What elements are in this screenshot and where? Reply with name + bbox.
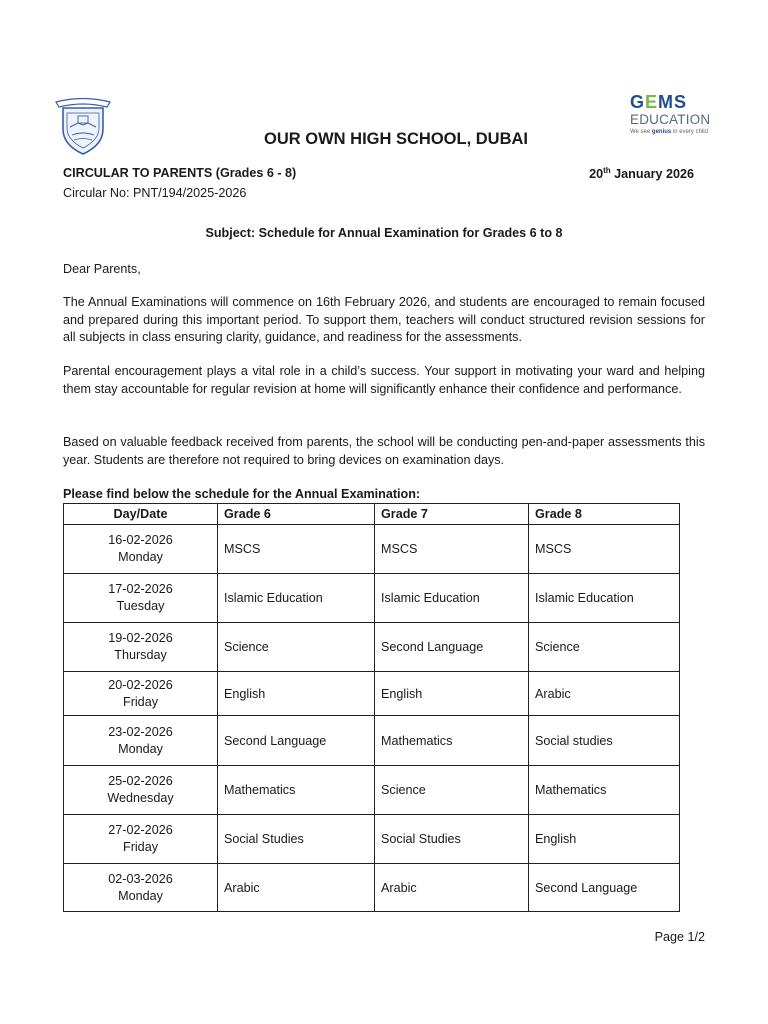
gems-education-text: EDUCATION — [630, 112, 711, 127]
grade-6-cell: Mathematics — [218, 766, 375, 815]
grade-6-cell: Arabic — [218, 864, 375, 912]
grade-7-cell: Islamic Education — [375, 574, 529, 623]
grade-7-cell: English — [375, 672, 529, 716]
grade-8-cell: MSCS — [529, 525, 680, 574]
salutation: Dear Parents, — [63, 262, 141, 276]
table-row — [64, 716, 680, 766]
schedule-intro: Please find below the schedule for the Annual Examination: — [63, 487, 421, 501]
day-date-cell: 23-02-2026 Monday — [64, 716, 218, 766]
circular-number: Circular No: PNT/194/2025-2026 — [63, 186, 247, 200]
exam-schedule-table — [63, 503, 680, 912]
header-grade-7: Grade 7 — [375, 504, 529, 525]
grade-8-cell: Mathematics — [529, 766, 680, 815]
table-row — [64, 672, 680, 716]
grade-7-cell: Mathematics — [375, 716, 529, 766]
grade-6-cell: Islamic Education — [218, 574, 375, 623]
paragraph-pen-and-paper: Based on valuable feedback received from parents, the school will be conducting pen-and-paper assessments this year. Students are therefore not required to bring devices on examination days. — [63, 435, 705, 467]
subject-line: Subject: Schedule for Annual Examination for Grades 6 to 8 — [205, 226, 563, 240]
circular-date: 20th January 2026 — [589, 166, 694, 182]
grade-6-cell: Second Language — [218, 716, 375, 766]
day-date-cell: 17-02-2026 Tuesday — [64, 574, 218, 623]
grade-8-cell: English — [529, 815, 680, 864]
header-grade-6: Grade 6 — [218, 504, 375, 525]
day-date-cell: 16-02-2026 Monday — [64, 525, 218, 574]
grade-7-cell: Arabic — [375, 864, 529, 912]
grade-8-cell: Islamic Education — [529, 574, 680, 623]
day-date-cell: 02-03-2026 Monday — [64, 864, 218, 912]
day-date-cell: 19-02-2026 Thursday — [64, 623, 218, 672]
paragraph-commencement: The Annual Examinations will commence on 16th February 2026, and students are encouraged to remain focused and prepared during this important period. To support them, teachers will conduct structured revision sessions for all subjects in class ensuring clarity, guidance, and readiness for the assessments. — [63, 295, 705, 344]
gems-tagline: We see genius in every child — [630, 129, 708, 135]
grade-8-cell: Science — [529, 623, 680, 672]
grade-6-cell: English — [218, 672, 375, 716]
table-row — [64, 815, 680, 864]
grade-8-cell: Arabic — [529, 672, 680, 716]
paragraph-parental-support: Parental encouragement plays a vital role in a child’s success. Your support in motivating your ward and helping them stay accountable for regular revision at home will significantly enhance their confidence and performance. — [63, 364, 705, 396]
gems-wordmark: GEMS — [630, 92, 688, 112]
day-date-cell: 27-02-2026 Friday — [64, 815, 218, 864]
circular-recipient: CIRCULAR TO PARENTS (Grades 6 - 8) — [63, 166, 297, 180]
table-row — [64, 623, 680, 672]
school-name-heading: OUR OWN HIGH SCHOOL, DUBAI — [264, 130, 528, 148]
grade-6-cell: Science — [218, 623, 375, 672]
table-row — [64, 525, 680, 574]
grade-8-cell: Second Language — [529, 864, 680, 912]
grade-7-cell: Social Studies — [375, 815, 529, 864]
grade-6-cell: MSCS — [218, 525, 375, 574]
school-crest-logo — [50, 93, 116, 159]
table-row — [64, 864, 680, 912]
day-date-cell: 20-02-2026 Friday — [64, 672, 218, 716]
grade-6-cell: Social Studies — [218, 815, 375, 864]
grade-8-cell: Social studies — [529, 716, 680, 766]
grade-7-cell: MSCS — [375, 525, 529, 574]
table-row — [64, 574, 680, 623]
day-date-cell: 25-02-2026 Wednesday — [64, 766, 218, 815]
grade-7-cell: Second Language — [375, 623, 529, 672]
table-row — [64, 766, 680, 815]
header-day-date: Day/Date — [64, 504, 218, 525]
page-number: Page 1/2 — [654, 930, 705, 944]
grade-7-cell: Science — [375, 766, 529, 815]
table-header-row — [64, 504, 680, 525]
header-grade-8: Grade 8 — [529, 504, 680, 525]
